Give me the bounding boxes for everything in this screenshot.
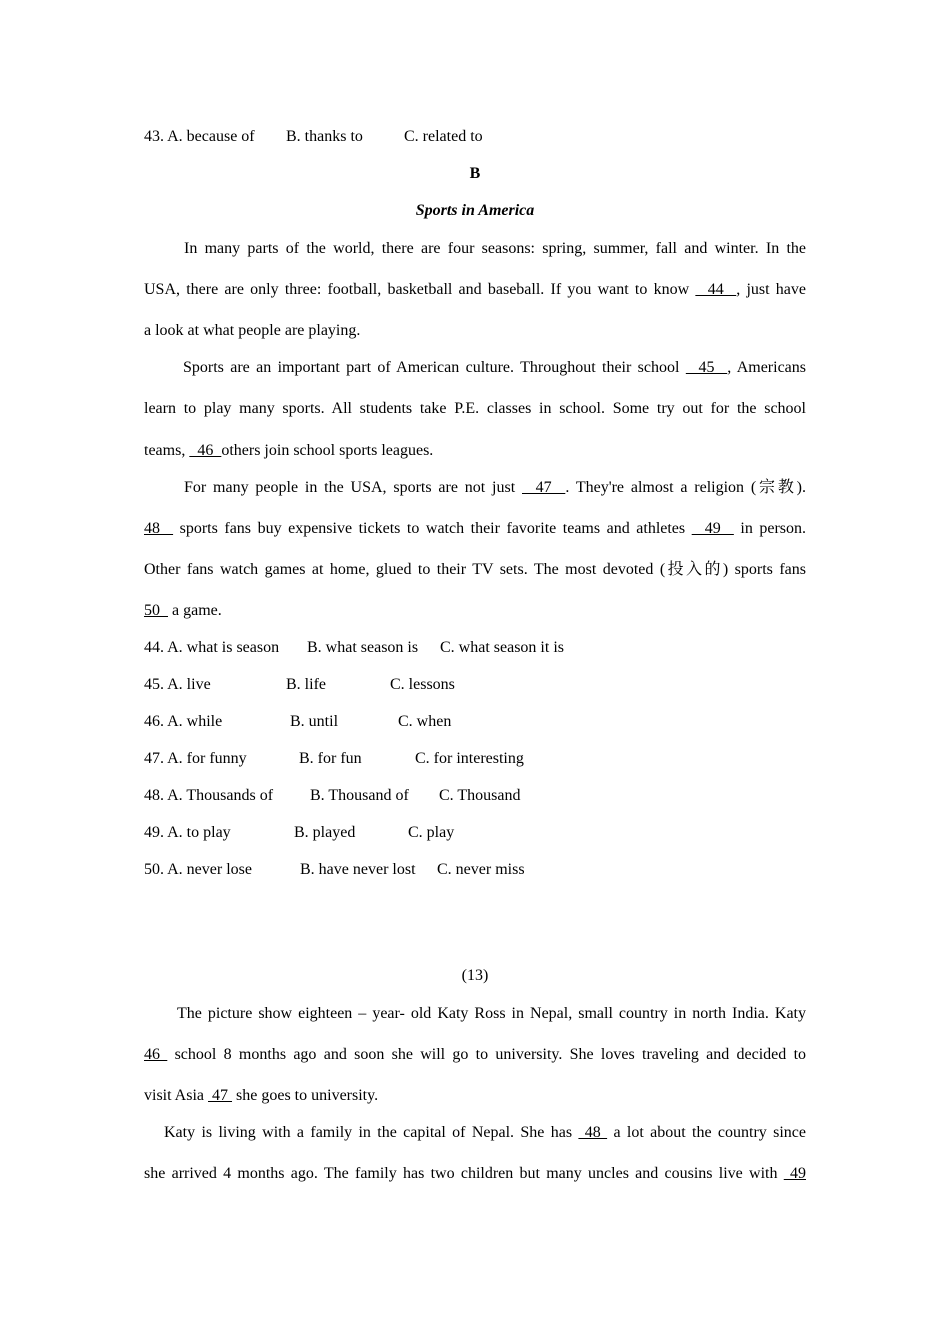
blank-46: 46 <box>189 442 222 459</box>
text: USA, there are only three: football, basketball and baseball. If you want to know <box>144 281 696 298</box>
option-b: B. until <box>290 713 339 730</box>
blank-49: 49 <box>691 520 734 537</box>
text: she goes to university. <box>232 1087 379 1104</box>
paragraph-2-line-1 <box>183 358 806 378</box>
paragraph-2-line-2: learn to play many sports. All students take P.E. classes in school. Some try out for the school <box>144 400 806 417</box>
paragraph-3-line-2 <box>144 519 806 539</box>
option-c: C. play <box>408 824 455 841</box>
paragraph-3-line-4 <box>144 601 806 621</box>
text: teams, <box>144 442 190 459</box>
text: visit Asia <box>144 1087 209 1104</box>
section-13-heading: (13) <box>461 967 489 984</box>
blank-47: 47 <box>208 1087 233 1104</box>
blank-45: 45 <box>685 359 728 376</box>
text: in person. <box>733 520 807 537</box>
text: a lot about the country since <box>607 1124 807 1141</box>
s13-paragraph-2-line-2 <box>144 1164 806 1184</box>
paragraph-1-line-2 <box>144 280 806 300</box>
option-b: B. Thousand of <box>310 787 409 804</box>
text: she arrived 4 months ago. The family has two children but many uncles and cousins live with <box>144 1165 784 1182</box>
option-b: B. what season is <box>307 639 419 656</box>
s13-paragraph-2-line-1 <box>164 1123 806 1143</box>
text: Sports are an important part of American culture. Throughout their school <box>183 359 686 376</box>
option-a: 47. A. for funny <box>144 750 247 767</box>
blank-47: 47 <box>522 479 566 496</box>
passage-title: Sports in America <box>415 202 535 219</box>
s13-paragraph-1-line-2 <box>144 1045 806 1065</box>
options-row <box>144 675 806 695</box>
options-row <box>144 749 806 769</box>
text: , just have <box>736 281 806 298</box>
options-row <box>144 786 806 806</box>
option-b: B. played <box>294 824 356 841</box>
option-a: 48. A. Thousands of <box>144 787 274 804</box>
paragraph-1-line-3: a look at what people are playing. <box>144 322 361 339</box>
section-heading: B <box>469 165 481 182</box>
paragraph-3-line-1 <box>184 478 806 498</box>
text: sports fans buy expensive tickets to watch their favorite teams and athletes <box>173 520 692 537</box>
text: . They're almost a religion (宗教). <box>565 479 807 496</box>
paragraph-1-line-1: In many parts of the world, there are four seasons: spring, summer, fall and winter. In the <box>184 240 806 257</box>
blank-46: 46 <box>144 1046 168 1063</box>
option-c: C. lessons <box>390 676 455 693</box>
s13-paragraph-1-line-1: The picture show eighteen – year- old Katy Ross in Nepal, small country in north India. Katy <box>177 1005 806 1022</box>
option-c: C. for interesting <box>415 750 524 767</box>
options-row <box>144 823 806 843</box>
option-c: C. related to <box>404 128 483 145</box>
text: others join school sports leagues. <box>221 442 434 459</box>
option-a: 46. A. while <box>144 713 223 730</box>
blank-50: 50 <box>144 602 168 619</box>
s13-paragraph-1-line-3 <box>144 1086 806 1106</box>
option-b: B. thanks to <box>286 128 363 145</box>
question-43-options <box>144 127 806 147</box>
option-a: 45. A. live <box>144 676 211 693</box>
blank-49: 49 <box>783 1165 807 1182</box>
blank-48: 48 <box>144 520 174 537</box>
option-c: C. when <box>398 713 452 730</box>
paragraph-3-line-3: Other fans watch games at home, glued to their TV sets. The most devoted (投入的) sports fans <box>144 561 806 578</box>
option-b: B. have never lost <box>300 861 416 878</box>
option-c: C. never miss <box>437 861 525 878</box>
options-row <box>144 860 806 880</box>
paragraph-2-line-3 <box>144 441 806 461</box>
option-c: C. what season it is <box>440 639 564 656</box>
options-row <box>144 638 806 658</box>
text: school 8 months ago and soon she will go to university. She loves traveling and decided to <box>167 1046 807 1063</box>
text: For many people in the USA, sports are not just <box>184 479 522 496</box>
text: a game. <box>168 602 222 619</box>
text: Katy is living with a family in the capital of Nepal. She has <box>164 1124 579 1141</box>
option-a: 50. A. never lose <box>144 861 252 878</box>
option-b: B. for fun <box>299 750 362 767</box>
option-a: 49. A. to play <box>144 824 231 841</box>
options-row <box>144 712 806 732</box>
option-a: 44. A. what is season <box>144 639 280 656</box>
option-b: B. life <box>286 676 326 693</box>
blank-48: 48 <box>578 1124 608 1141</box>
blank-44: 44 <box>695 281 737 298</box>
text: , Americans <box>727 359 807 376</box>
option-c: C. Thousand <box>439 787 521 804</box>
option-a: 43. A. because of <box>144 128 255 145</box>
